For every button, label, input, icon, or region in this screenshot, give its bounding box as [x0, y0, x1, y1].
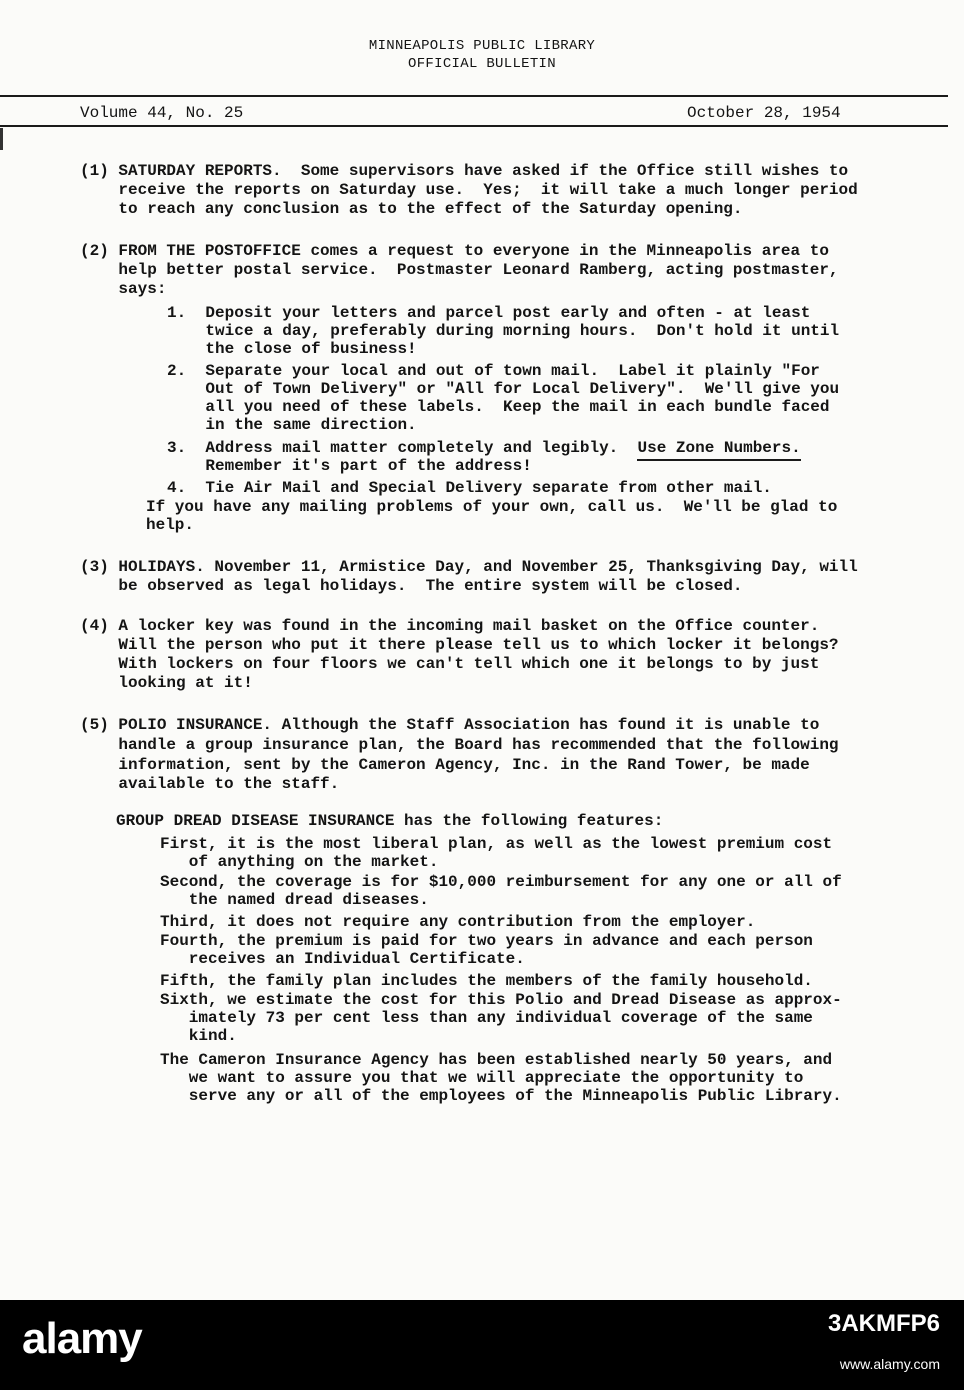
text-line: (4) A locker key was found in the incoming mail basket on the Office counter. [80, 617, 820, 635]
text-line: available to the staff. [80, 775, 340, 793]
feature-line: serve any or all of the employees of the Minneapolis Public Library. [160, 1087, 842, 1105]
library-name: MINNEAPOLIS PUBLIC LIBRARY [368, 38, 596, 54]
top-rule [0, 95, 948, 97]
text-line: receive the reports on Saturday use. Yes; it will take a much longer period [80, 181, 858, 199]
text-line: to reach any conclusion as to the effect of the Saturday opening. [80, 200, 743, 218]
text-line: says: [80, 280, 167, 298]
text-line: help better postal service. Postmaster Leonard Ramberg, acting postmaster, [80, 261, 839, 279]
list-item-line: Out of Town Delivery" or "All for Local Delivery". We'll give you [167, 380, 840, 398]
text-line: (5) POLIO INSURANCE. Although the Staff Association has found it is unable to [80, 716, 820, 734]
feature-line: kind. [160, 1027, 237, 1045]
watermark-url: www.alamy.com [839, 1356, 940, 1372]
text-line: information, sent by the Cameron Agency, Inc. in the Rand Tower, be made [80, 756, 810, 774]
list-item-line: 2. Separate your local and out of town mail. Label it plainly "For [167, 362, 820, 380]
features-heading: GROUP DREAD DISEASE INSURANCE has the following features: [116, 812, 664, 830]
list-item-line [167, 439, 801, 457]
text-line: Will the person who put it there please tell us to which locker it belongs? [80, 636, 839, 654]
list-item-line: 1. Deposit your letters and parcel post early and often - at least [167, 304, 811, 322]
text-line: (1) SATURDAY REPORTS. Some supervisors have asked if the Office still wishes to [80, 162, 849, 180]
feature-line: imately 73 per cent less than any individual coverage of the same [160, 1009, 813, 1027]
list-item-line: in the same direction. [167, 416, 417, 434]
list-item-line: all you need of these labels. Keep the mail in each bundle faced [167, 398, 830, 416]
zone-numbers-underlined: Use Zone Numbers. [637, 439, 800, 461]
text-line: help. [146, 516, 195, 534]
bulletin-title: OFFICIAL BULLETIN [408, 56, 556, 72]
text-line: (2) FROM THE POSTOFFICE comes a request to everyone in the Minneapolis area to [80, 242, 829, 260]
list-item-line: twice a day, preferably during morning hours. Don't hold it until [167, 322, 840, 340]
list-item-line: 4. Tie Air Mail and Special Delivery separate from other mail. [167, 479, 772, 497]
feature-line: the named dread diseases. [160, 891, 429, 909]
feature-line: Sixth, we estimate the cost for this Polio and Dread Disease as approx- [160, 991, 842, 1009]
text-line: With lockers on four floors we can't tell which one it belongs to by just [80, 655, 820, 673]
bulletin-date: October 28, 1954 [687, 104, 841, 122]
feature-line: Fourth, the premium is paid for two years in advance and each person [160, 932, 813, 950]
text-line: looking at it! [80, 674, 253, 692]
feature-line: Second, the coverage is for $10,000 reimbursement for any one or all of [160, 873, 842, 891]
list-item-line: the close of business! [167, 340, 417, 358]
scan-edge-mark [0, 128, 3, 150]
feature-line: The Cameron Insurance Agency has been established nearly 50 years, and [160, 1051, 833, 1069]
text-line: be observed as legal holidays. The entire system will be closed. [80, 577, 743, 595]
watermark-bar [0, 1300, 964, 1390]
feature-line: we want to assure you that we will appreciate the opportunity to [160, 1069, 804, 1087]
text-line: If you have any mailing problems of your own, call us. We'll be glad to [146, 498, 838, 516]
text-line: handle a group insurance plan, the Board has recommended that the following [80, 736, 839, 754]
feature-line: Third, it does not require any contribution from the employer. [160, 913, 756, 931]
text-line: (3) HOLIDAYS. November 11, Armistice Day, and November 25, Thanksgiving Day, will [80, 558, 858, 576]
list-item-line: Remember it's part of the address! [167, 457, 532, 475]
feature-line: First, it is the most liberal plan, as well as the lowest premium cost [160, 835, 833, 853]
meta-rule [0, 125, 948, 127]
feature-line: Fifth, the family plan includes the members of the family household. [160, 972, 813, 990]
feature-line: of anything on the market. [160, 853, 439, 871]
feature-line: receives an Individual Certificate. [160, 950, 525, 968]
volume-number: Volume 44, No. 25 [80, 104, 244, 122]
address-text: 3. Address mail matter completely and legibly. [167, 439, 638, 457]
image-id: 3AKMFP6 [827, 1310, 940, 1337]
alamy-logo: alamy [22, 1314, 142, 1363]
